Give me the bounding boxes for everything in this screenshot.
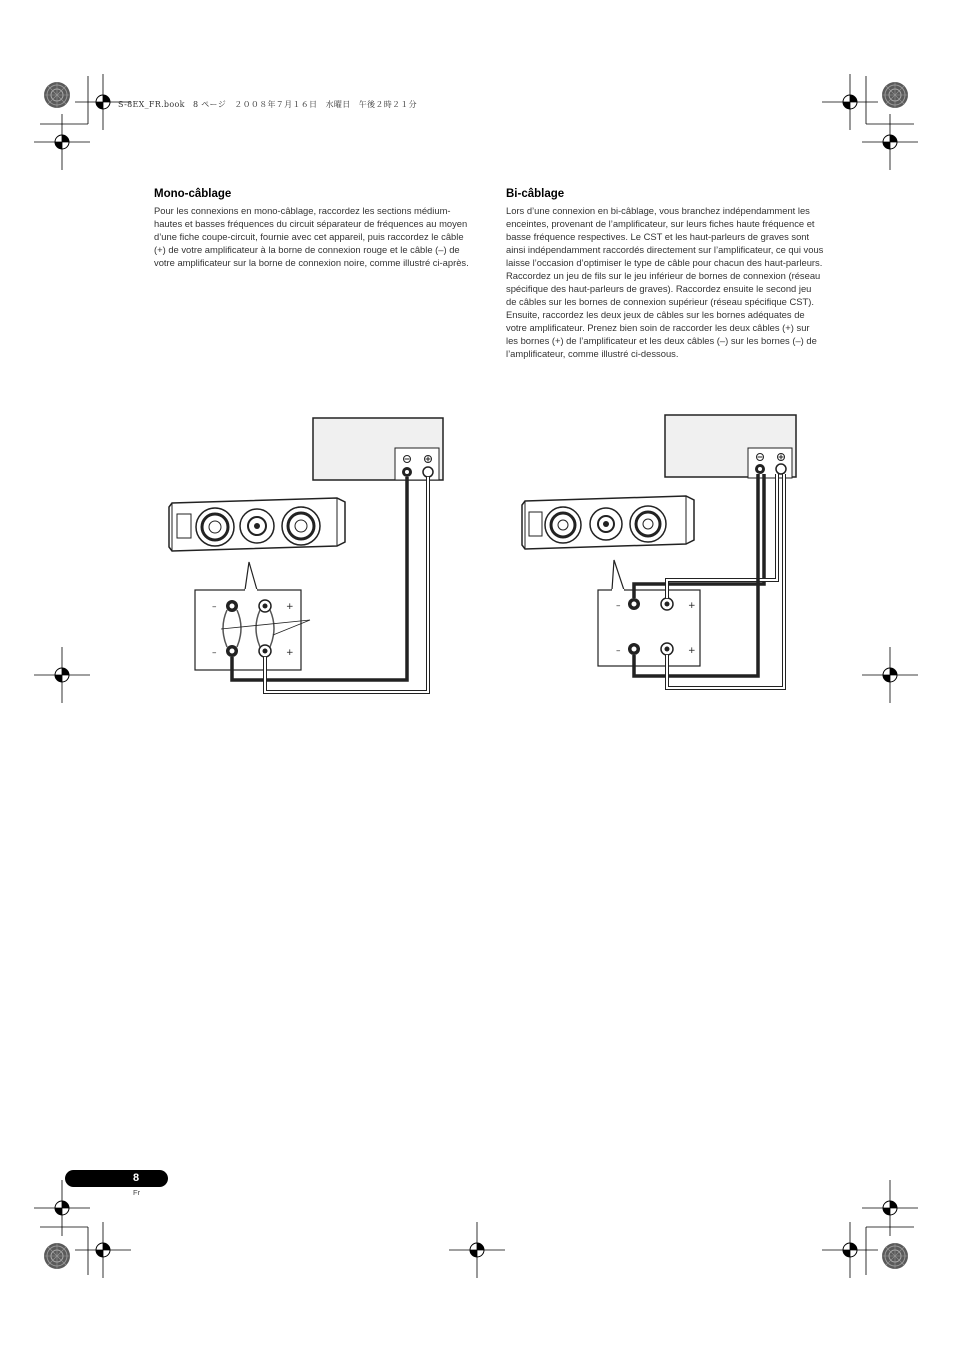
bi-cablage-text: Lors d’une connexion en bi-câblage, vous branchez indépendamment les enceintes, provenant de l’amplificateur, sur leurs fiches haute fréquence et basse fréquence respectives. Le CST et les haut-parleurs de graves sont ainsi indépendamment raccordés directement sur l’amplificateur, ce qui vous laisse l’occasion d’optimiser le type de câble pour chacun des haut-parleurs. Raccordez un jeu de fils sur le jeu inférieur de bornes de connexion (réseau spécifique des haut-parleurs de graves). Raccordez ensuite le second jeu de câbles sur les bornes de connexion supérieur (réseau spécifique CST). Ensuite, raccordez les deux jeux de câbles sur les bornes adéquates de votre amplificateur. Prenez bien soin de raccorder les deux câbles (+) sur les bornes (+) de l’amplificateur et les deux câbles (–) sur les bornes (–) de l’amplificateur, comme illustré ci-dessous. bbox=[506, 205, 824, 359]
bi-cablage-heading: Bi-câblage bbox=[506, 188, 565, 200]
mono-cablage-text: Pour les connexions en mono-câblage, raccordez les sections médium-hautes et basses fréquences du circuit séparateur de fréquences au moyen d’une fiche coupe-circuit, fournie avec cet appareil, puis raccordez le câble (+) de votre amplificateur à la borne de connexion rouge et le câble (–) de votre amplificateur sur la borne de connexion noire, comme illustré ci-après. bbox=[154, 205, 469, 268]
amplifier-unit bbox=[665, 415, 796, 478]
running-head: S-8EX_FR.book 8 ページ ２００８年７月１６日 水曜日 午後２時２１分 bbox=[118, 100, 417, 109]
amplifier-unit bbox=[313, 418, 443, 480]
terminal-label-minus-top: – bbox=[212, 602, 217, 612]
terminal-label-plus-top: + bbox=[688, 601, 696, 611]
page-number-badge bbox=[65, 1170, 168, 1187]
terminal-label-minus-bottom: – bbox=[212, 648, 217, 658]
section-bi-cablage bbox=[506, 188, 824, 360]
center-speaker bbox=[522, 496, 694, 549]
terminal-label-plus-bottom: + bbox=[688, 646, 696, 656]
section-mono-cablage bbox=[154, 188, 472, 269]
terminal-label-plus-bottom: + bbox=[286, 648, 294, 658]
terminal-label-minus-top: – bbox=[616, 601, 621, 611]
center-speaker bbox=[169, 498, 345, 551]
page-language: Fr bbox=[133, 1188, 141, 1197]
mono-cablage-heading: Mono-câblage bbox=[154, 188, 232, 200]
bi-wiring-diagram bbox=[518, 408, 818, 708]
mono-wiring-diagram bbox=[165, 410, 455, 710]
speaker-terminal-panel bbox=[195, 590, 310, 670]
terminal-label-minus-bottom: – bbox=[616, 646, 621, 656]
terminal-label-plus-top: + bbox=[286, 602, 294, 612]
page-number: 8 bbox=[132, 1172, 140, 1184]
speaker-terminal-panel bbox=[598, 590, 700, 666]
